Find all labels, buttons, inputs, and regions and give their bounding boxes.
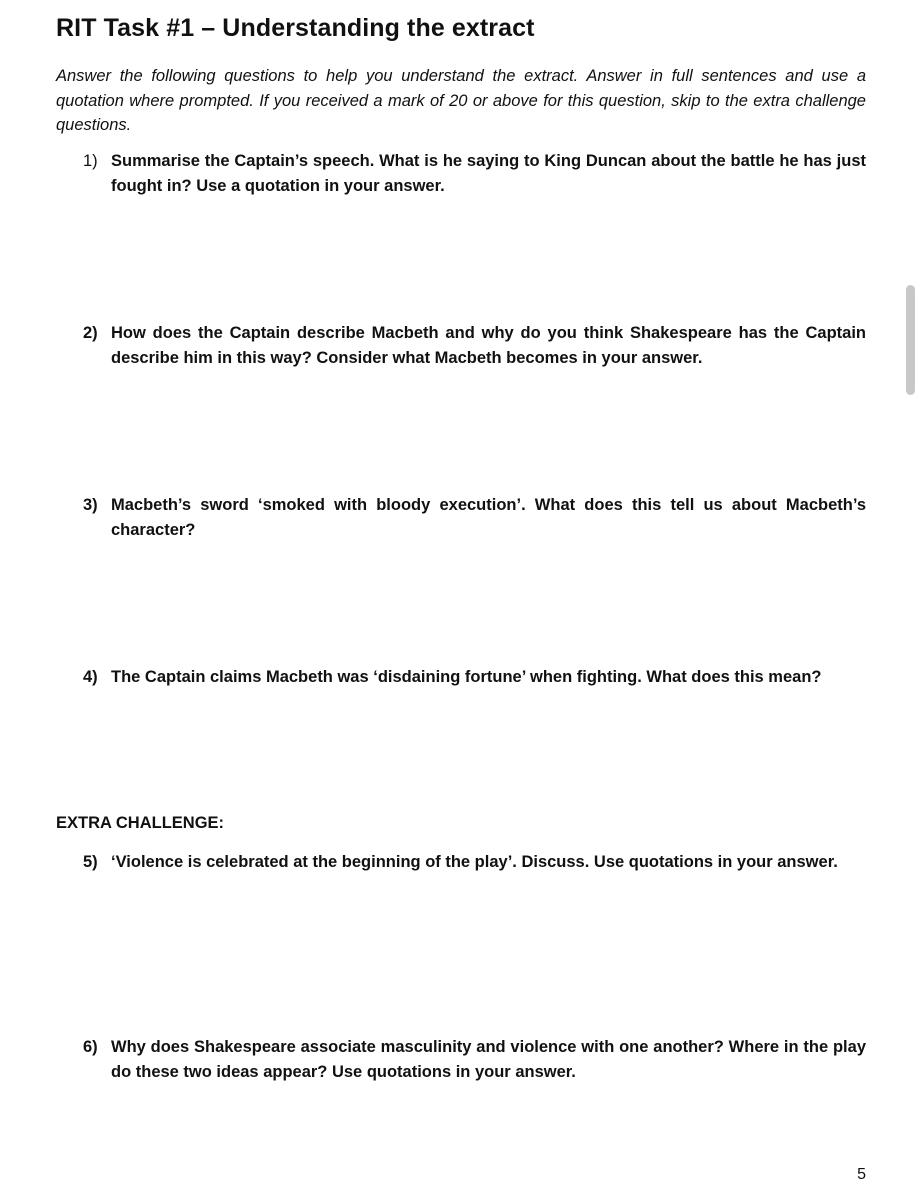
question-text: Macbeth’s sword ‘smoked with bloody execution’. What does this tell us about Macbeth’s character? [111, 496, 866, 539]
question-6 [83, 1035, 866, 1084]
question-1 [83, 149, 866, 198]
question-number: 3) [83, 496, 98, 514]
question-number: 5) [83, 853, 98, 871]
question-3 [83, 493, 866, 542]
question-text: The Captain claims Macbeth was ‘disdaining fortune’ when fighting. What does this mean? [111, 668, 822, 686]
question-text: How does the Captain describe Macbeth and why do you think Shakespeare has the Captain describe him in this way? Consider what Macbeth becomes in your answer. [111, 324, 866, 367]
extra-challenge-heading: EXTRA CHALLENGE: [56, 814, 225, 832]
question-number: 1) [83, 152, 98, 170]
question-number: 6) [83, 1038, 98, 1056]
question-text: Summarise the Captain’s speech. What is he saying to King Duncan about the battle he has just fought in? Use a quotation in your answer. [111, 152, 866, 195]
question-5 [83, 850, 866, 875]
question-2 [83, 321, 866, 370]
question-number: 2) [83, 324, 98, 342]
question-text: ‘Violence is celebrated at the beginning of the play’. Discuss. Use quotations in your answer. [111, 853, 838, 871]
question-number: 4) [83, 668, 98, 686]
instructions-paragraph: Answer the following questions to help you understand the extract. Answer in full sentences and use a quotation where prompted. If you received a mark of 20 or above for this question, skip to the extra challenge questions. [56, 67, 866, 134]
page-number: 5 [857, 1166, 866, 1183]
question-4 [83, 665, 866, 690]
question-text: Why does Shakespeare associate masculinity and violence with one another? Where in the play do these two ideas appear? Use quotations in your answer. [111, 1038, 866, 1081]
page-title: RIT Task #1 – Understanding the extract [56, 14, 535, 42]
vertical-scrollbar-thumb[interactable] [906, 285, 915, 395]
